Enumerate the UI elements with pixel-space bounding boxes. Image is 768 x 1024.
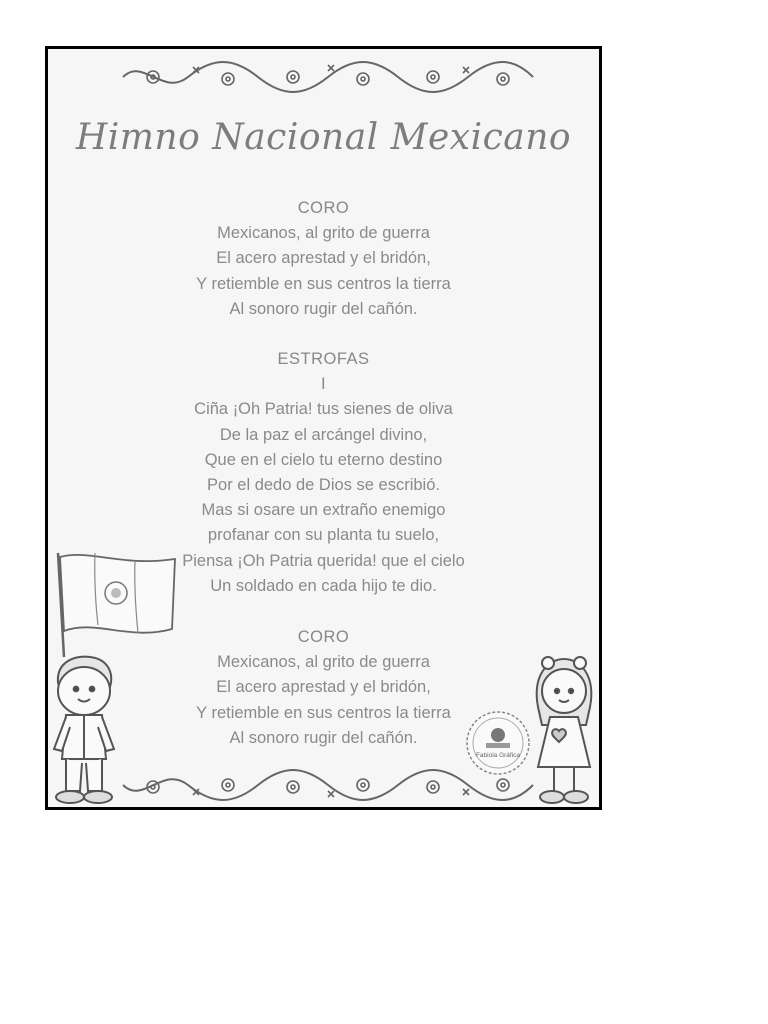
stanza-line-5: Mas si osare un extraño enemigo	[201, 501, 446, 520]
stanza-line-6: profanar con su planta tu suelo,	[207, 526, 440, 545]
chorus-2-line-2: El acero aprestad y el bridón,	[216, 678, 431, 697]
top-floral-border-icon	[118, 57, 538, 97]
anthem-sheet	[45, 46, 602, 810]
document-title: Himno Nacional Mexicano	[75, 117, 572, 158]
boy-character-icon	[50, 653, 120, 805]
chorus-1-line-3: Y retiemble en sus centros la tierra	[196, 274, 451, 293]
stanza-line-2: De la paz el arcángel divino,	[219, 425, 428, 444]
stanza-number: I	[320, 375, 327, 394]
chorus-1-line-2: El acero aprestad y el bridón,	[216, 249, 431, 268]
stanza-line-8: Un soldado en cada hijo te dio.	[210, 576, 437, 595]
logo-text: Fabiola Gráfica	[475, 752, 521, 759]
stanza-line-7: Piensa ¡Oh Patria querida! que el cielo	[182, 551, 465, 570]
chorus-2-line-1: Mexicanos, al grito de guerra	[217, 653, 430, 672]
chorus-2-line-3: Y retiemble en sus centros la tierra	[196, 703, 451, 722]
chorus-1-line-4: Al sonoro rugir del cañón.	[229, 299, 418, 318]
stanza-line-1: Ciña ¡Oh Patria! tus sienes de oliva	[194, 400, 453, 419]
stanza-line-4: Por el dedo de Dios se escribió.	[207, 476, 440, 495]
chorus-1-line-1: Mexicanos, al grito de guerra	[217, 224, 430, 243]
girl-character-icon	[532, 655, 596, 805]
stanza-line-3: Que en el cielo tu eterno destino	[204, 450, 443, 469]
mexican-flag-icon	[50, 549, 180, 659]
chorus-2-line-4: Al sonoro rugir del cañón.	[229, 728, 418, 747]
stanzas-heading: ESTROFAS	[277, 350, 370, 368]
bottom-floral-border-icon	[118, 765, 538, 805]
chorus-2-heading: CORO	[297, 628, 350, 646]
chorus-1-heading: CORO	[297, 199, 350, 217]
chorus-1	[48, 196, 599, 322]
